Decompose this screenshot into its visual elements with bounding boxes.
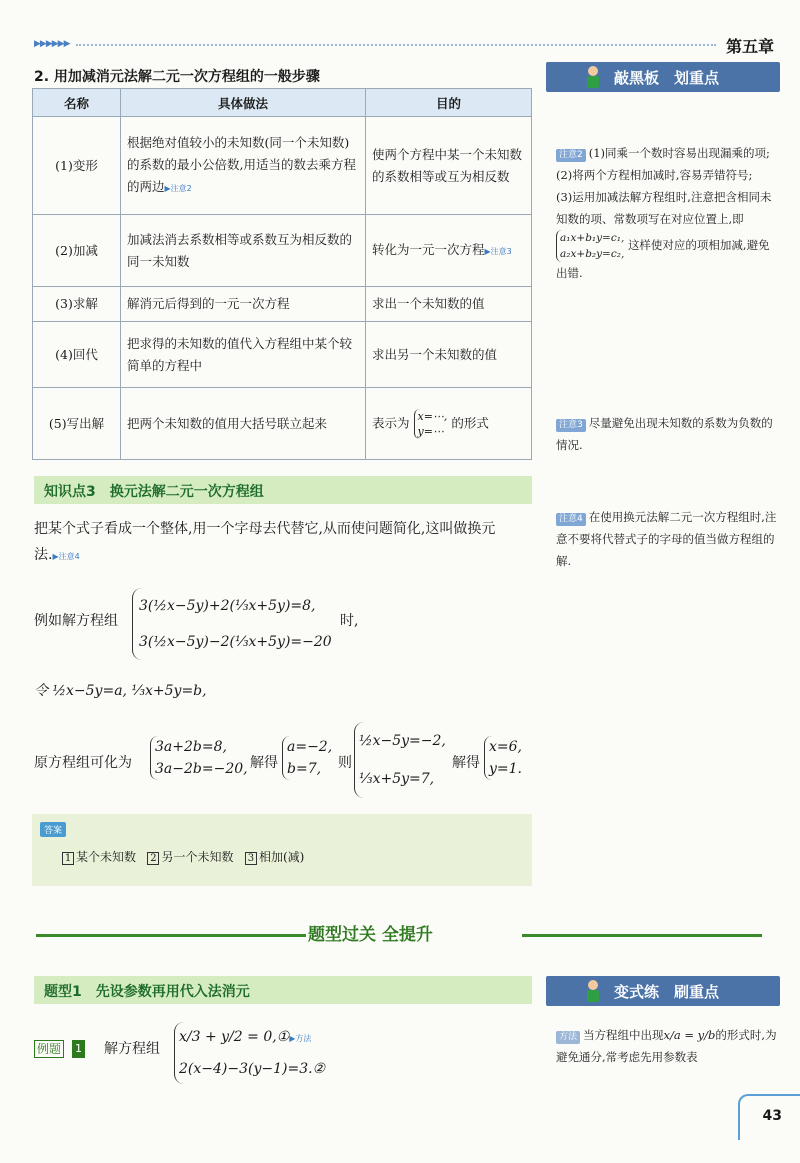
page-number: 43: [762, 1108, 782, 1124]
table-row: [33, 322, 532, 388]
equation-line: 2(x−4)−3(y−1)=3.②: [179, 1061, 326, 1077]
example-1: [34, 1022, 534, 1092]
steps-table: [32, 88, 532, 460]
step-purpose-text: 表示为: [372, 415, 410, 430]
step-purpose-text: 转化为一元一次方程: [372, 241, 485, 257]
note-line: (2)将两个方程相加减时,容易弄错符号;: [556, 168, 753, 182]
note-reference: ▶注意4: [52, 552, 80, 561]
equation-brace: [132, 588, 332, 660]
kp3-intro-text: 把某个式子看成一个整体,用一个字母去代替它,从而使问题简化,这叫做换元法.: [34, 521, 496, 563]
dotted-line: [76, 44, 716, 46]
step-method: 把求得的未知数的值代入方程组中某个较简单的方程中: [121, 322, 366, 388]
equation-line: b=7,: [287, 761, 322, 777]
equation-line: ⅓x+5y=7,: [359, 771, 435, 787]
note-line: (1)同乘一个数时容易出现漏乘的项;: [588, 146, 770, 160]
note-tag: 注意2: [556, 149, 586, 162]
note-tag: 注意4: [556, 513, 586, 526]
step-method: 把两个未知数的值用大括号联立起来: [121, 388, 366, 460]
equation-brace: [174, 1022, 325, 1084]
answer-tag: 答案: [40, 822, 66, 837]
step-purpose-tail: 的形式: [451, 415, 489, 430]
substitution-line: 令 ½x−5y=a, ⅓x+5y=b,: [34, 683, 207, 699]
question-type-title: 题型1 先设参数再用代入法消元: [44, 984, 250, 1000]
example-system: [34, 588, 534, 668]
example-tag: 例题: [34, 1040, 64, 1058]
step-method: 加减法消去系数相等或系数互为相反数的同一未知数: [121, 215, 366, 287]
answer-number: 2: [147, 852, 159, 865]
equation-line: y=1.: [489, 761, 522, 777]
student-icon: [582, 979, 604, 1003]
answer-item: 某个未知数: [76, 850, 137, 864]
answer-box: [32, 814, 532, 886]
equation-line: a₁x+b₁y=c₁,: [560, 232, 625, 244]
solve-lead: 解得: [250, 755, 278, 771]
teacher-icon: [582, 65, 604, 89]
step-method-text: 根据绝对值较小的未知数(同一个未知数)的系数的最小公倍数,用适当的数去乘方程的两边: [127, 134, 356, 194]
step-method: 解消元后得到的一元一次方程: [121, 287, 366, 322]
section-heading: 2. 用加减消元法解二元一次方程组的一般步骤: [34, 69, 320, 85]
question-type-bar: [34, 976, 532, 1004]
side-header-title: 敲黑板 划重点: [614, 69, 720, 87]
step-purpose: 使两个方程中某一个未知数的系数相等或互为相反数: [366, 117, 532, 215]
brace-line: x=⋯,: [417, 409, 448, 423]
note-reference: ▶注意2: [164, 183, 192, 193]
note-reference: ▶方法: [289, 1034, 312, 1043]
equation-line: a=−2,: [287, 739, 333, 755]
example-lead: 解方程组: [104, 1041, 160, 1057]
step-name: (4)回代: [33, 322, 121, 388]
arrow-decoration-icon: ▶▶▶▶▶▶: [34, 39, 70, 49]
equation-line: a₂x+b₂y=c₂,: [560, 248, 625, 260]
answer-number: 3: [245, 852, 257, 865]
note-text: 尽量避免出现未知数的系数为负数的情况.: [556, 416, 773, 452]
equation-brace: [282, 736, 332, 780]
equation-line: 3(½x−5y)+2(⅓x+5y)=8,: [139, 598, 316, 614]
step-name: (1)变形: [33, 117, 121, 215]
step-purpose: [366, 388, 532, 460]
knowledge-point-bar: [34, 476, 532, 504]
note-line: 这样使对应的项相加减,避免出错.: [556, 238, 770, 280]
note-text: 在使用换元法解二元一次方程组时,注意不要将代替式子的字母的值当做方程组的解.: [556, 510, 777, 568]
note-reference: ▶注意3: [484, 246, 512, 256]
column-header: 目的: [366, 89, 532, 117]
equation-brace: [354, 722, 446, 798]
answer-text: [62, 848, 304, 865]
table-row: [33, 215, 532, 287]
side-header-practice: [546, 976, 780, 1006]
chapter-label: 第五章: [725, 37, 774, 56]
equation-line: x=6,: [489, 739, 522, 755]
note-4: [556, 506, 778, 572]
then-word: 则: [338, 755, 352, 771]
step-name: (2)加减: [33, 215, 121, 287]
brace-line: y=⋯: [417, 424, 444, 438]
equation-brace: [484, 736, 522, 780]
step-purpose: 求出一个未知数的值: [366, 287, 532, 322]
note-2: [556, 142, 778, 284]
equation-line: 3(½x−5y)−2(⅓x+5y)=−20: [139, 634, 332, 650]
table-row: [33, 117, 532, 215]
knowledge-point-title: 知识点3 换元法解二元一次方程组: [44, 484, 264, 500]
side-header-title: 变式练 刷重点: [614, 983, 720, 1001]
top-rule: [34, 40, 724, 50]
divider-title: 题型过关 全提升: [308, 925, 433, 945]
equation-text: x/3 + y/2 = 0,①: [179, 1029, 290, 1045]
solve-lead: 解得: [452, 755, 480, 771]
answer-item: 另一个未知数: [161, 850, 234, 864]
method-tag: 方法: [556, 1031, 580, 1044]
example-lead: 例如解方程组: [34, 613, 118, 629]
equation-line: 3a−2b=−20,: [155, 761, 248, 777]
column-header: 具体做法: [121, 89, 366, 117]
note-line: (3)运用加减法解方程组时,注意把含相同未知数的项、常数项写在对应位置上,即: [556, 190, 772, 226]
step-purpose: [366, 215, 532, 287]
step-name: (5)写出解: [33, 388, 121, 460]
equation-line: [179, 1022, 325, 1054]
step-purpose: 求出另一个未知数的值: [366, 322, 532, 388]
method-text: 的形式时,为避免通分,常考虑先用参数表: [556, 1028, 777, 1064]
table-row: [33, 388, 532, 460]
equation-brace: [150, 736, 248, 780]
solution-brace: [414, 409, 448, 439]
table-row: [33, 287, 532, 322]
method-text: 当方程组中出现: [583, 1028, 664, 1042]
table-header-row: [33, 89, 532, 117]
note-3: [556, 412, 778, 456]
example-tail: 时,: [340, 613, 359, 629]
step-method: [121, 117, 366, 215]
answer-item: 相加(减): [258, 850, 305, 864]
note-tag: 注意3: [556, 419, 586, 432]
method-note: [556, 1024, 778, 1068]
example-number: 1: [72, 1040, 85, 1058]
divider-line-left: [36, 934, 306, 937]
equation-brace: [556, 230, 624, 262]
side-header-notes: [546, 62, 780, 92]
method-fraction: x/a = y/b: [663, 1028, 716, 1042]
answer-number: 1: [62, 852, 74, 865]
step-name: (3)求解: [33, 287, 121, 322]
kp3-intro: [34, 516, 534, 570]
conversion-line: [34, 722, 534, 806]
equation-line: 3a+2b=8,: [155, 739, 227, 755]
conversion-lead: 原方程组可化为: [34, 755, 132, 771]
divider-line-right: [522, 934, 762, 937]
column-header: 名称: [33, 89, 121, 117]
equation-line: ½x−5y=−2,: [359, 733, 446, 749]
